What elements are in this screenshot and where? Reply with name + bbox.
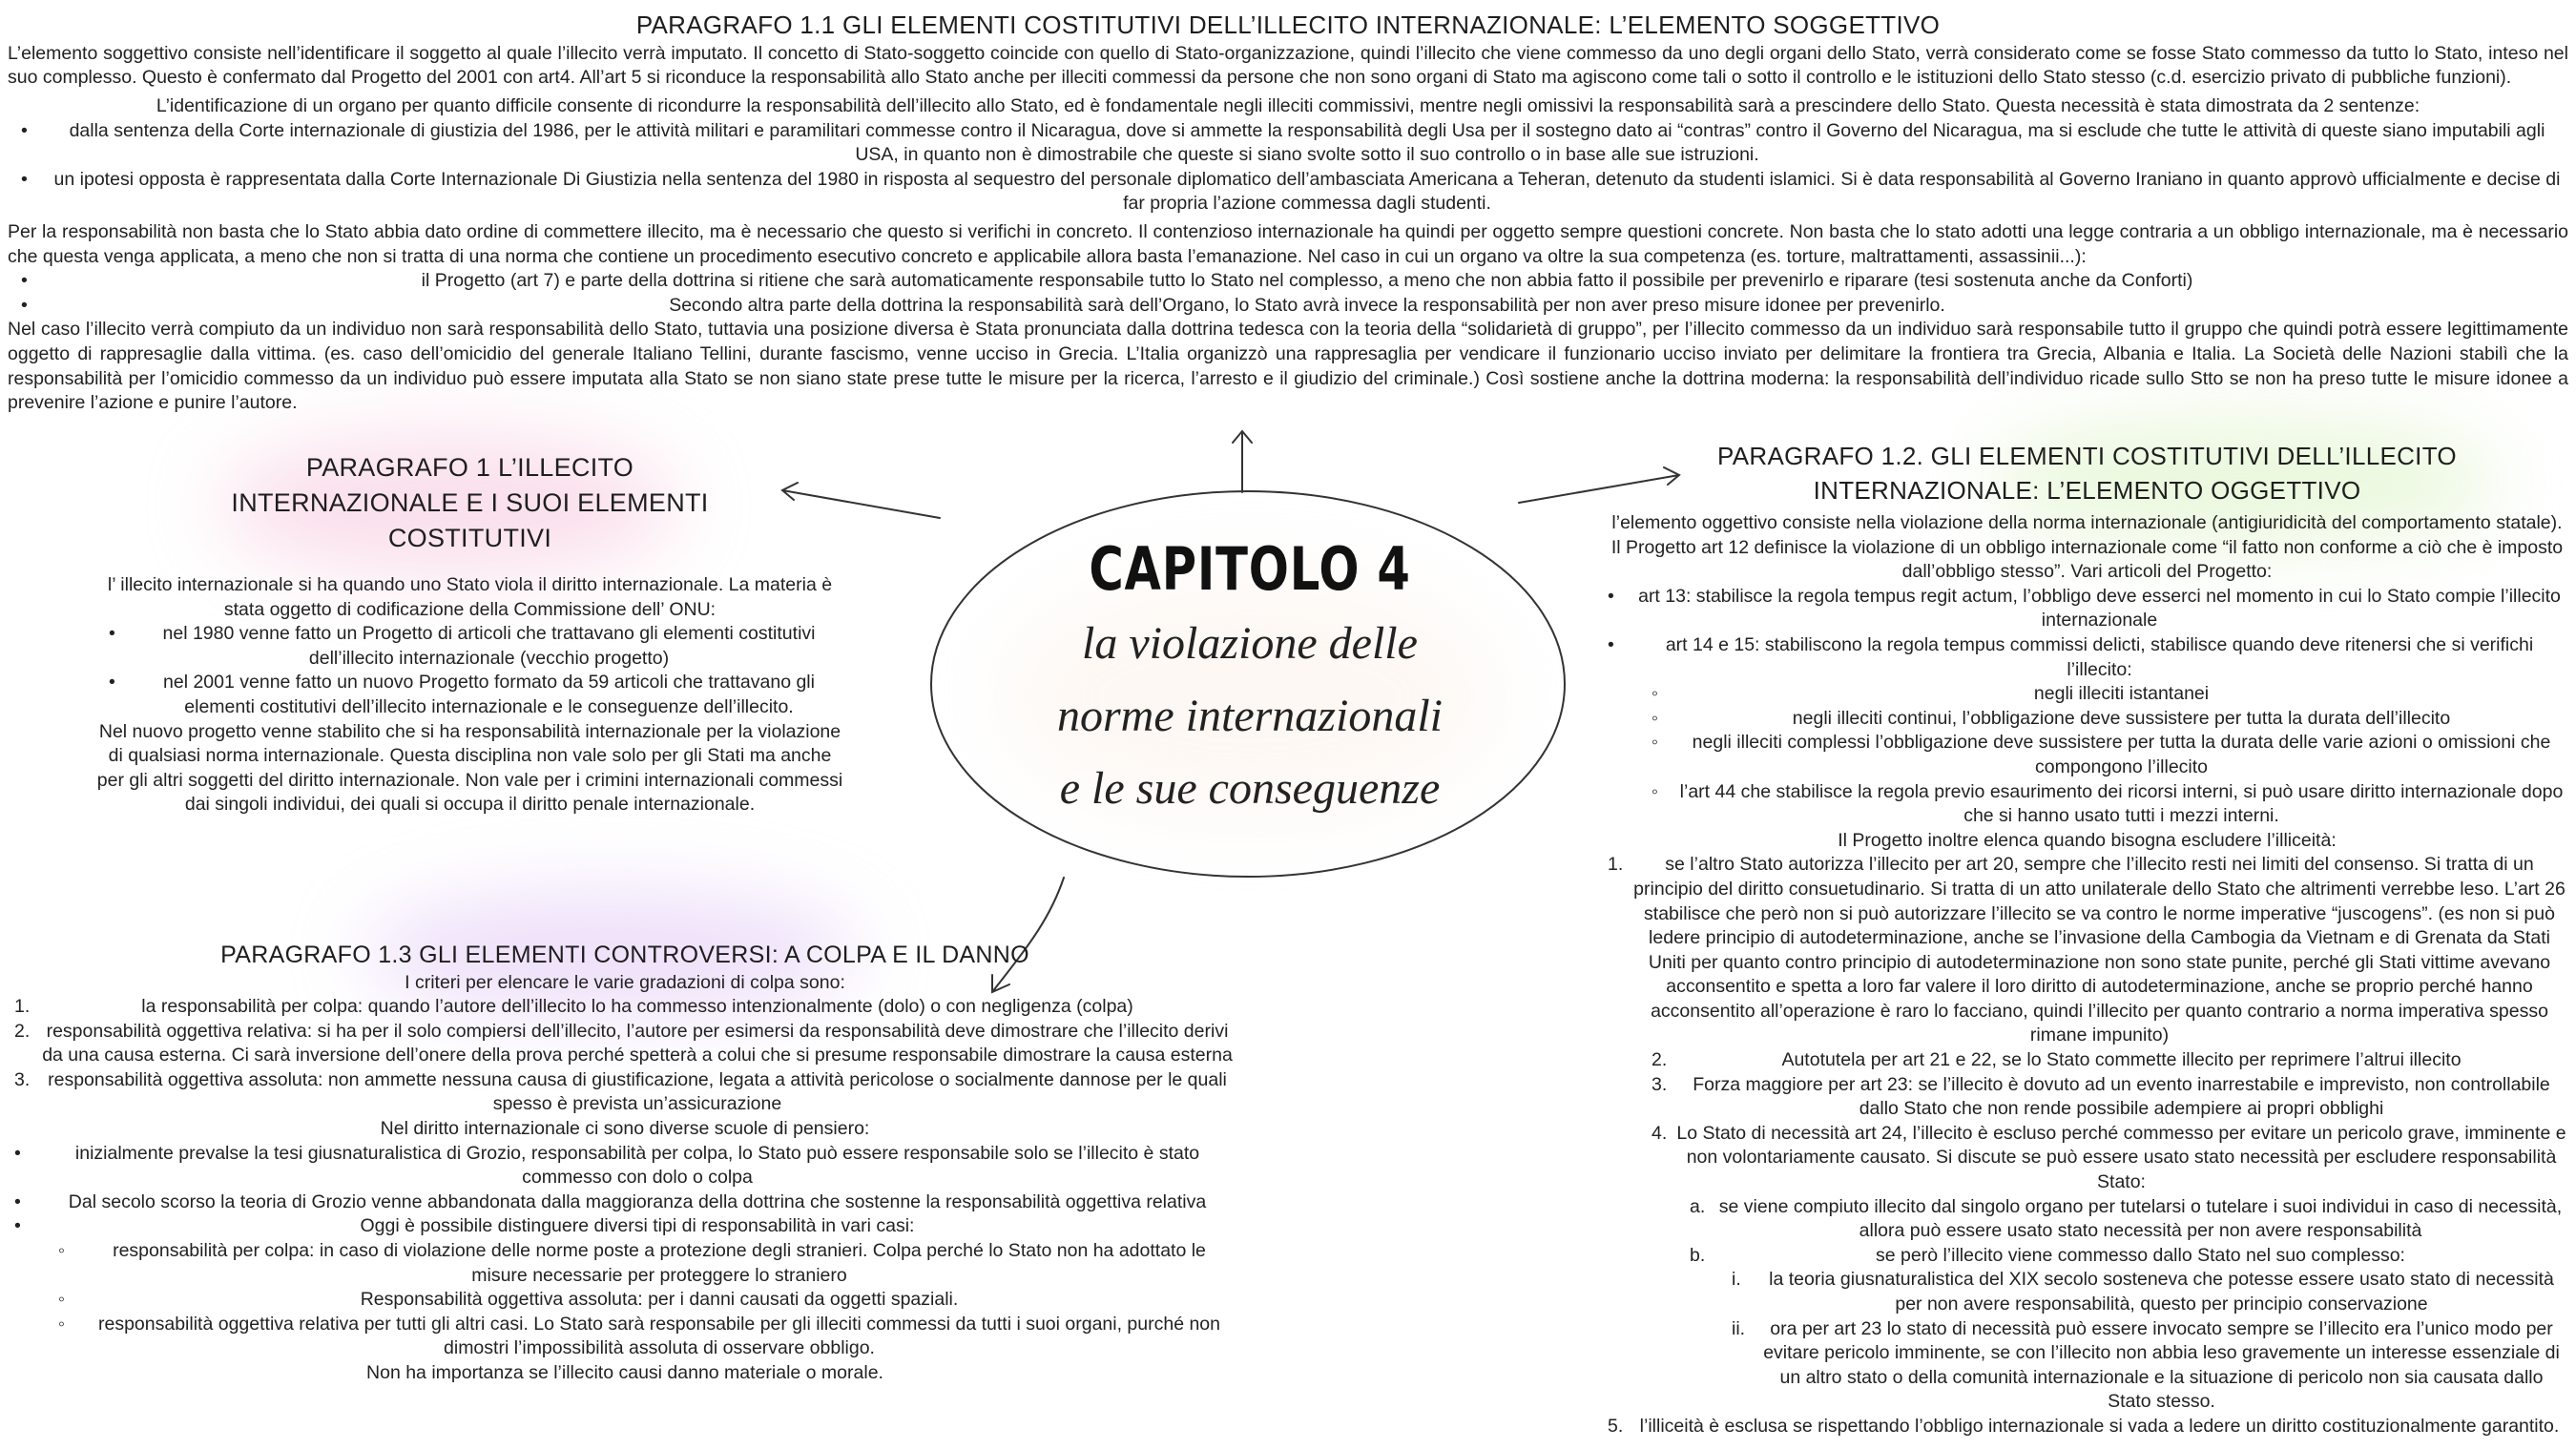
list-item: • nel 1980 venne fatto un Progetto di articoli che trattavano gli elementi costitutivi dell’illecito internazionale (vecchio progetto) bbox=[109, 623, 816, 669]
section-title: PARAGRAFO 1.3 GLI ELEMENTI CONTROVERSI: A COLPA E IL DANNO bbox=[220, 942, 1029, 968]
list-item: ◦ negli illeciti complessi l’obbligazione deve sussistere per tutta la durata delle varie azioni o omissioni che compongono l’illecito bbox=[1652, 732, 2551, 777]
list-item: • Dal secolo scorso la teoria di Grozio venne abbandonata dalla maggioranza della dottrina che sostenne la responsabilità oggettiva relativa bbox=[14, 1190, 1207, 1212]
paragraph: Il Progetto inoltre elenca quando bisogna escludere l’illiceità: bbox=[1838, 829, 2337, 851]
list-item: • dalla sentenza della Corte internazionale di giustizia del 1986, per le attività militari e paramilitari commesse contro il Nicaragua, dove si ammette la responsabilità degli Usa per il sostegno dato ai “contras” contro il Governo del Nicaragua, ma si esclude che tutte le attività di queste siano imputabili agli USA, in quanto non è dimostrabile che queste si siano svolte sotto il suo controllo o in base alle sue istruzioni. bbox=[21, 119, 2545, 166]
list-item: ◦ Responsabilità oggettiva assoluta: per i danni causati da oggetti spaziali. bbox=[58, 1289, 959, 1311]
paragraph: I criteri per elencare le varie gradazioni di colpa sono: bbox=[405, 971, 845, 993]
paragraph: Nel caso l’illecito verrà compiuto da un individuo non sarà responsabilità dello Stato, tuttavia una posizione diversa è Stata pronunciata dalla dottrina tedesca con la teoria della “solidarietà di gruppo”, per l’illecito commesso da un individuo sarà responsabile tutto il gruppo che quindi potrà essere legittimamente oggetto di rappresaglie dalla vittima. (es. caso dell’omicidio del generale Italiano Tellini, durante fascismo, venne ucciso in Grecia. L’Italia organizzò una rappresaglia per vendicare il funzionario ucciso inviato per delimitare la frontiera tra Grecia, Albania e Italia. La Società delle Nazioni stabilì che la responsabilità per l’omicidio commesso da un individuo può essere imputata alla Stato se non siano state prese tutte le misure per la ricerca, l’arresto e il giudizio del criminale.) Così sostiene anche la dottrina moderna: la responsabilità dell’individuo ricade sullo Stto se non ha preso tutte le misure idonee a prevenire l’azione e punire l’autore. bbox=[8, 319, 2568, 414]
list-item: ◦ responsabilità per colpa: in caso di violazione delle norme poste a protezione degli stranieri. Colpa perché lo Stato non ha adottato le misure necessarie per proteggere lo straniero bbox=[58, 1240, 1206, 1286]
list-item: • il Progetto (art 7) e parte della dottrina si ritiene che sarà automaticamente responsabile tutto lo Stato nel complesso, a meno che non abbia fatto il possibile per prevenirlo e riparare (tesi sostenuta anche da Conforti) bbox=[21, 270, 2193, 292]
list-item: • art 14 e 15: stabiliscono la regola tempus commissi delicti, stabilisce quando deve ritenersi che si verifichi l’illecito: bbox=[1608, 633, 2534, 680]
list-item: • inizialmente prevalse la tesi giusnaturalistica di Grozio, responsabilità per colpa, lo Stato può essere responsabile solo se l’illecito è stato commesso con dolo o colpa bbox=[14, 1142, 1200, 1189]
list-item: 3. Forza maggiore per art 23: se l’illecito è dovuto ad un evento inarrestabile e imprevisto, non controllabile dallo Stato che non rende possibile adempiere ai propri obblighi bbox=[1652, 1073, 2550, 1120]
paragraph: L’identificazione di un organo per quanto difficile consente di ricondurre la responsabilità dell’illecito allo Stato, ed è fondamentale negli illeciti commissivi, mentre negli omissivi la responsabilità sarà a prescindere dello Stato. Questa necessità è stata dimostrata da 2 sentenze: bbox=[156, 94, 2420, 116]
list-item: ◦ l’art 44 che stabilisce la regola previo esaurimento dei ricorsi interni, si può usare diritto internazionale dopo che si hanno usato tutti i mezzi interni. bbox=[1652, 780, 2564, 827]
list-item: ii. ora per art 23 lo stato di necessità può essere invocato sempre se l’illecito era l’unico modo per evitare pericolo imminente, se con l’illecito non abbia leso gravemente un interesse essenziale di un altro stato o della comunità internazionale e la situazione di pericolo non sia causata dallo Stato stesso. bbox=[1732, 1317, 2560, 1413]
list-item: 4. Lo Stato di necessità art 24, l’illecito è escluso perché commesso per evitare un pericolo grave, imminente e non volontariamente causato. Si discute se può essere usato stato necessità per escludere responsabilità Stato: bbox=[1652, 1122, 2566, 1193]
list-item: a. se viene compiuto illecito dal singolo organo per tutelarsi o tutelare i suoi individui in caso di necessità, allora può essere usato stato necessità per non avere responsabilità bbox=[1690, 1195, 2563, 1242]
section-colpa-danno bbox=[14, 940, 1236, 1386]
list-item: • Secondo altra parte della dottrina la responsabilità sarà dell’Organo, lo Stato avrà invece la responsabilità per non aver preso misure idonee per prevenirlo. bbox=[21, 294, 1945, 316]
paragraph: Nel nuovo progetto venne stabilito che si ha responsabilità internazionale per la violazione di qualsiasi norma internazionale. Questa disciplina non vale solo per gli Stati ma anche per gli altri soggetti del diritto internazionale. Non vale per i crimini internazionali commessi dai singoli individui, dei quali si occupa il diritto penale internazionale. bbox=[96, 720, 843, 816]
list-item: 2. Autotutela per art 21 e 22, se lo Stato commette illecito per reprimere l’altrui illecito bbox=[1652, 1049, 2462, 1071]
list-item: ◦ negli illeciti continui, l’obbligazione deve sussistere per tutta la durata dell’illecito bbox=[1652, 707, 2451, 729]
list-item: 2. responsabilità oggettiva relativa: si ha per il solo compiersi dell’illecito, l’autore per esimersi da responsabilità deve dimostrare che l’illecito derivi da una causa esterna. Ci sarà inversione dell’onere della prova perché spetterà a colui che si presume responsabile dimostrare la causa esterna bbox=[14, 1020, 1233, 1066]
paragraph: Per la responsabilità non basta che lo Stato abbia dato ordine di commettere illecito, ma è necessario che questo si verifichi in concreto. Il contenzioso internazionale ha quindi per oggetto sempre questioni concrete. Non basta che lo stato adotti una legge contraria a un obbligo internazionale, ma è necessario che questa venga applicata, a meno che non si tratta di una norma che contiene un procedimento esecutivo concreto e applicabile allora basta l’emanazione. Nel caso in cui un organo va oltre la sua competenza (es. torture, maltrattamenti, assassinii...): bbox=[8, 220, 2568, 267]
list-item: b. se però l’illecito viene commesso dallo Stato nel suo complesso: bbox=[1690, 1244, 2405, 1266]
section-title: PARAGRAFO 1.1 GLI ELEMENTI COSTITUTIVI DELL’ILLECITO INTERNAZIONALE: L’ELEMENTO SOGGETTIVO bbox=[635, 10, 1941, 39]
list-item: i. la teoria giusnaturalistica del XIX secolo sosteneva che potesse essere usato stato di necessità per non avere responsabilità, questo per principio conservazione bbox=[1732, 1269, 2554, 1314]
list-item: ◦ responsabilità oggettiva relativa per tutti gli altri casi. Lo Stato sarà responsabile per gli illeciti commessi da tutti i suoi organi, purché non dimostri l’impossibilità assoluta di osservare obbligo. bbox=[58, 1313, 1221, 1359]
list-item: ◦ negli illeciti istantanei bbox=[1652, 683, 2210, 705]
list-item: 1. la responsabilità per colpa: quando l’autore dell’illecito lo ha commesso intenzionalmente (dolo) o con negligenza (colpa) bbox=[14, 996, 1133, 1018]
paragraph: L’elemento soggettivo consiste nell’identificare il soggetto al quale l’illecito verrà imputato. Il concetto di Stato-soggetto coincide con quello di Stato-organizzazione, quindi l’illecito che viene commesso da uno degli organi dello Stato, verrà considerato come se fosse Stato commesso da tutto lo Stato, inteso nel suo complesso. Questo è confermato dal Progetto del 2001 con art4. All’art 5 si riconduce la responsabilità allo Stato anche per illeciti commessi da persone che non sono organi di Stato ma agiscono come tali o sotto il controllo e le istituzioni dello Stato stesso (c.d. esercizio privato di pubbliche funzioni). bbox=[8, 42, 2568, 89]
chapter-subtitle-line: e le sue conseguenze bbox=[1059, 763, 1441, 814]
list-item: 5. l’illiceità è esclusa se rispettando l’obbligo internazionale si vada a ledere un diritto costituzionalmente garantito. bbox=[1608, 1415, 2560, 1437]
arrow-up bbox=[1233, 431, 1252, 492]
chapter-subtitle-line: la violazione delle bbox=[1082, 618, 1418, 669]
paragraph: Nel diritto internazionale ci sono diverse scuole di pensiero: bbox=[380, 1118, 870, 1140]
list-item: • nel 2001 venne fatto un nuovo Progetto formato da 59 articoli che trattavano gli elementi costitutivi dell’illecito internazionale e le conseguenze dell’illecito. bbox=[109, 672, 815, 717]
paragraph: l’elemento oggettivo consiste nella violazione della norma internazionale (antigiuridicità del comportamento statale). Il Progetto art 12 definisce la violazione di un obbligo internazionale come “il fatto non conforme a ciò che è imposto dall’obbligo stesso”. Vari articoli del Progetto: bbox=[1610, 512, 2564, 583]
list-item: • Oggi è possibile distinguere diversi tipi di responsabilità in vari casi: bbox=[14, 1215, 915, 1237]
list-item: 3. responsabilità oggettiva assoluta: non ammette nessuna causa di giustificazione, legata a attività pericolose o socialmente dannose per le quali spesso è prevista un’assicurazione bbox=[14, 1068, 1227, 1115]
section-elemento-soggettivo bbox=[8, 10, 2568, 416]
list-item: • art 13: stabilisce la regola tempus regit actum, l’obbligo deve esserci nel momento in cui lo Stato compie l’illecito internazionale bbox=[1608, 585, 2561, 631]
section-illecito-internazionale bbox=[95, 450, 844, 818]
paragraph: l’ illecito internazionale si ha quando uno Stato viola il diritto internazionale. La materia è stata oggetto di codificazione della Commissione dell’ ONU: bbox=[107, 574, 833, 620]
list-item: 1. se l’altro Stato autorizza l’illecito per art 20, sempre che l’illecito resti nei limiti del consenso. Si tratta di un principio del diritto consuetudinario. Si tratta di un atto unilaterale dello Stato che altrimenti verrebbe leso. L’art 26 stabilisce che però non si può autorizzare l’illecito se va contro le norme imperative “juscogens”. (es non si può ledere principio di autodeterminazione, anche se l’invasione della Cambogia da Vietnam e di Grenata da Stati Uniti per quanto contro principio di autodeterminazione non sono state punite, perché gli Stati vittime avevano acconsentito e spetta a loro far valere il loro diritto di autodeterminazione, anche se proprio perché hanno acconsentito all’operazione è raro lo facciano, quindi l’illecito per quanto contrario a norma imperativa spesso rimane impunito) bbox=[1608, 854, 2566, 1046]
chapter-title: CAPITOLO 4 bbox=[1089, 534, 1411, 604]
paragraph: Non ha importanza se l’illecito causi danno materiale o morale. bbox=[366, 1362, 883, 1383]
list-item: • un ipotesi opposta è rappresentata dalla Corte Internazionale Di Giustizia nella sentenza del 1980 in risposta al sequestro del personale diplomatico dell’ambasciata Americana a Teheran, detenuto da studenti islamici. Si è data responsabilità al Governo Iraniano in quanto approvò ufficialmente e decise di far propria l’azione commessa dagli studenti. bbox=[21, 168, 2561, 215]
section-elemento-oggettivo bbox=[1608, 439, 2566, 1439]
section-title: PARAGRAFO 1.2. GLI ELEMENTI COSTITUTIVI DELL’ILLECITO INTERNAZIONALE: L’ELEMENTO OGGETTIVO bbox=[1717, 442, 2457, 505]
chapter-subtitle-line: norme internazionali bbox=[1057, 691, 1443, 741]
chapter-title-block bbox=[954, 534, 1546, 825]
section-title: PARAGRAFO 1 L’ILLECITO INTERNAZIONALE E I SUOI ELEMENTI COSTITUTIVI bbox=[231, 453, 709, 552]
